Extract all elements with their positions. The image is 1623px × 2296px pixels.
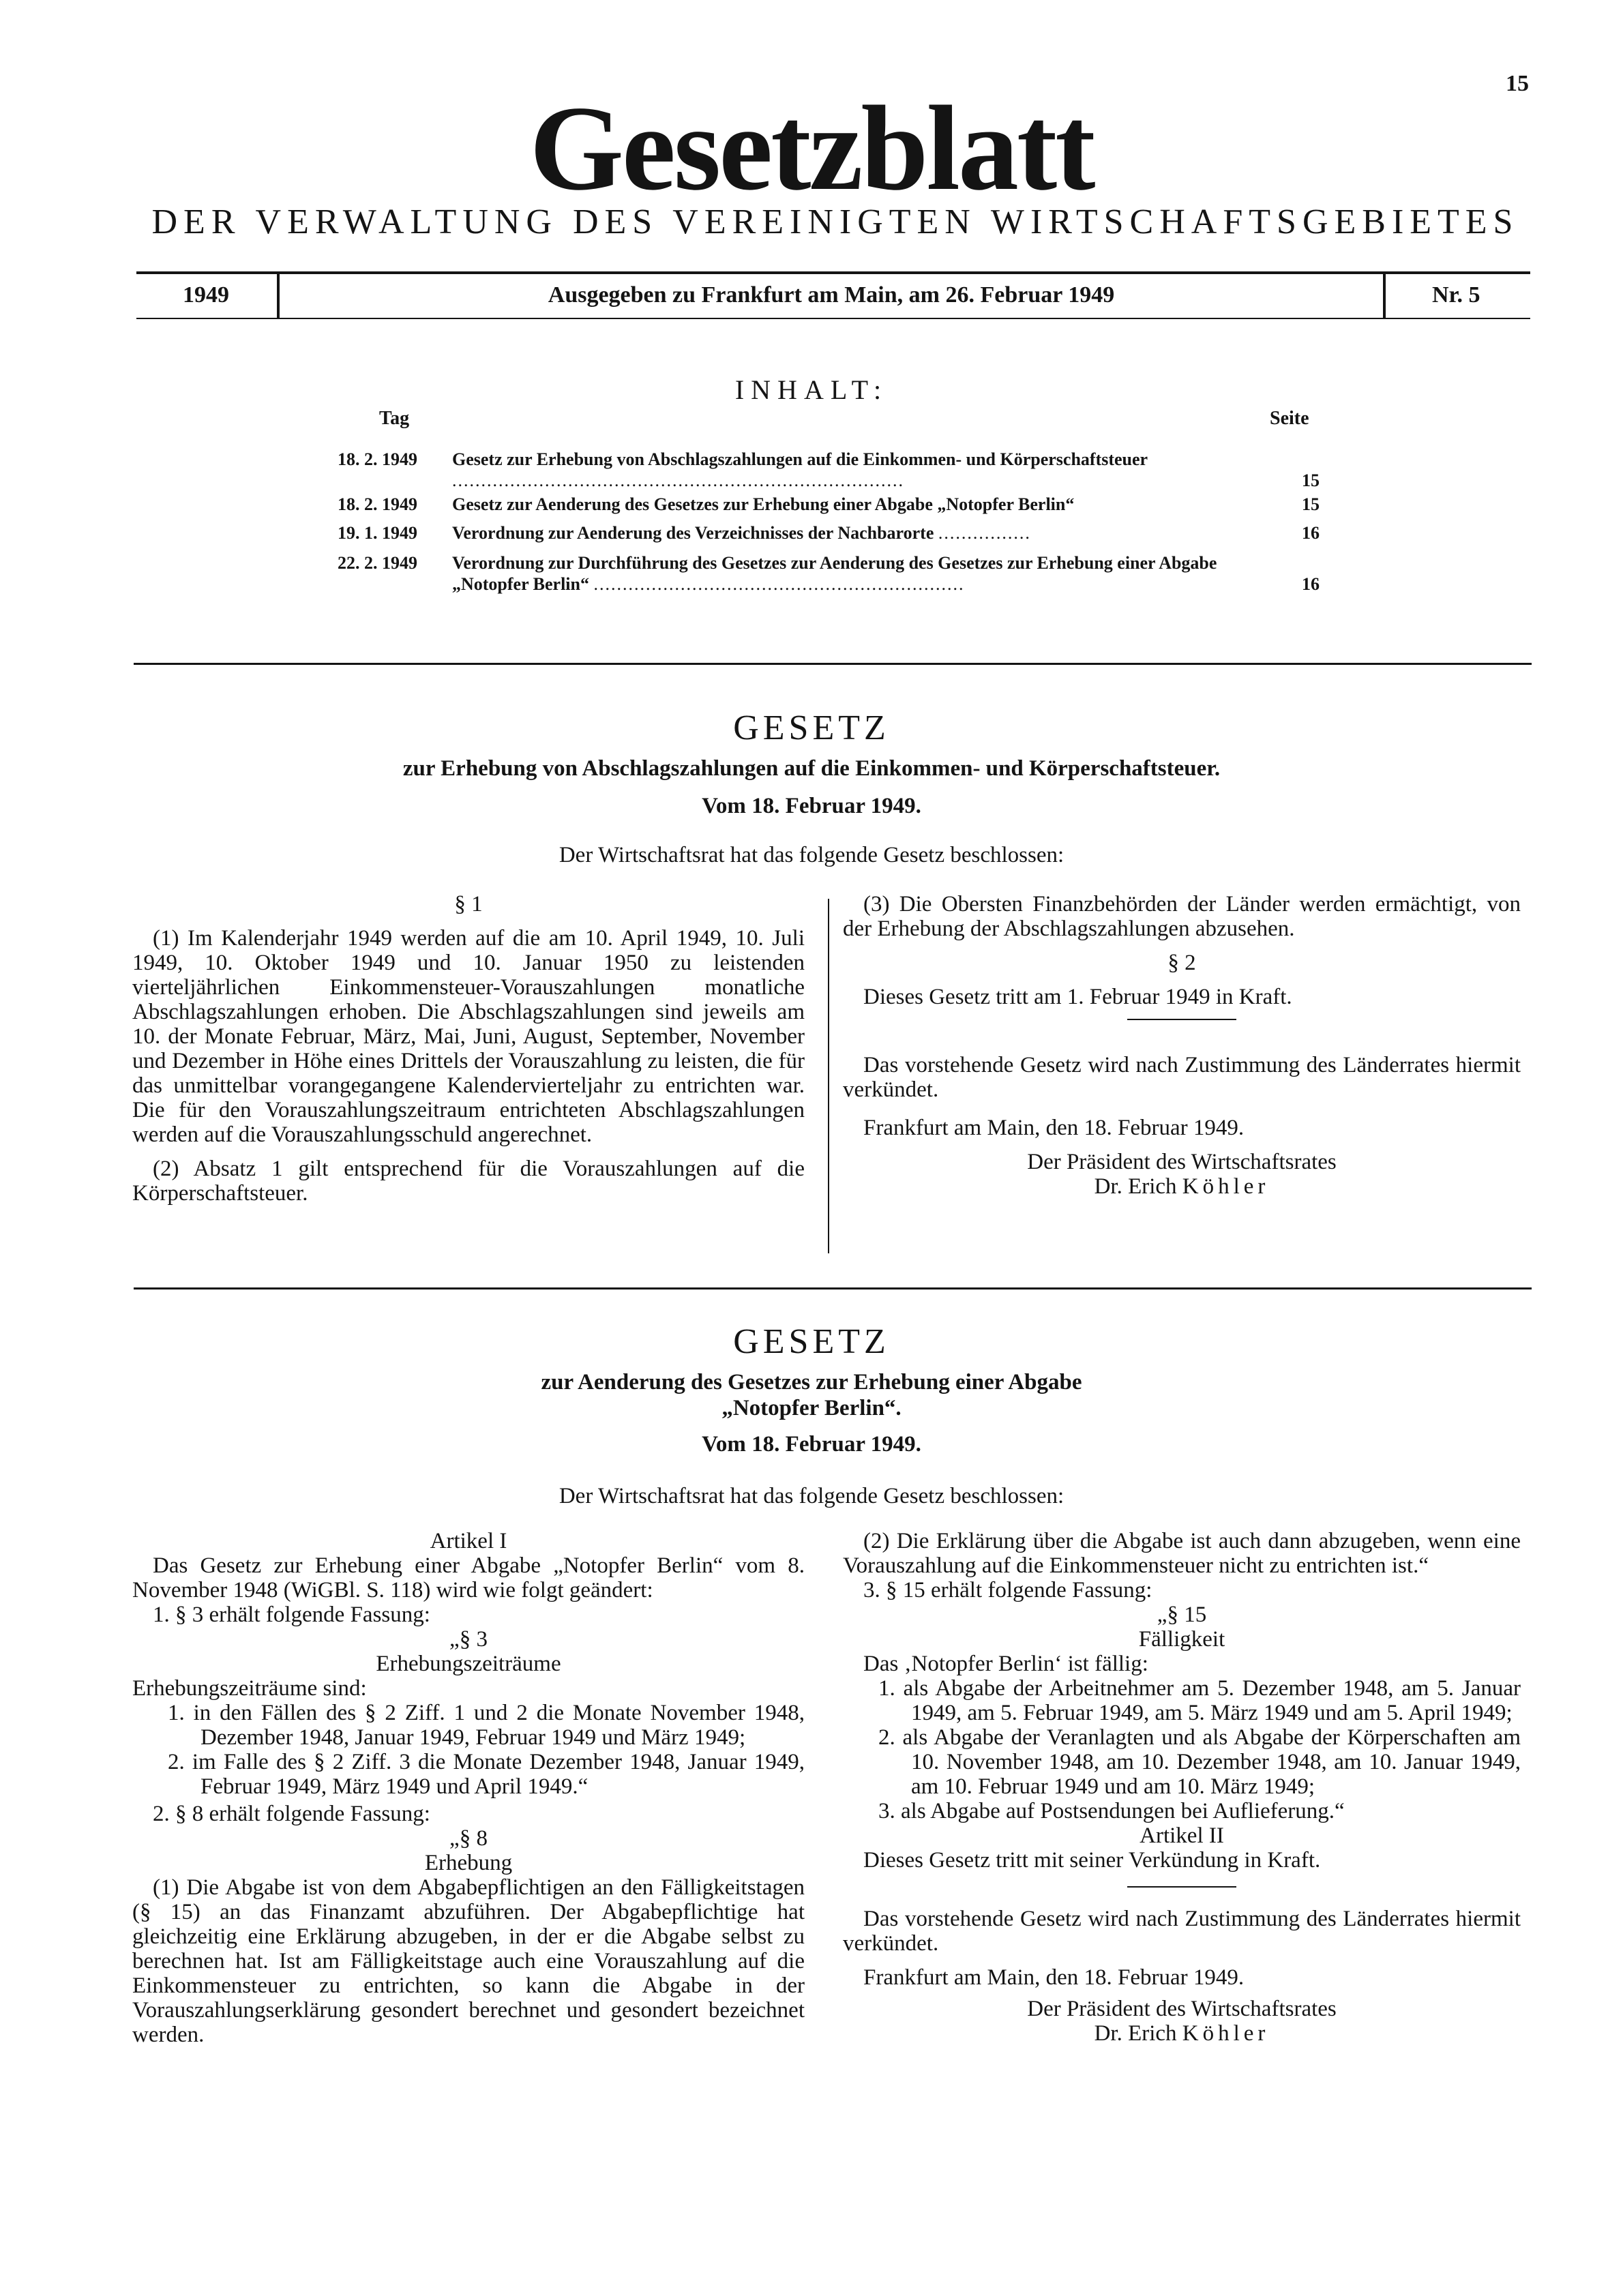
law1-subtitle: zur Erhebung von Abschlagszahlungen auf die Einkommen- und Körperschaftsteuer. <box>402 756 1221 781</box>
issue-year: 1949 <box>183 282 229 308</box>
toc-entry-page: 16 <box>1302 523 1320 543</box>
law2-date: Vom 18. Februar 1949. <box>702 1432 921 1457</box>
issue-number: Nr. 5 <box>1432 282 1480 308</box>
toc-entry-page: 15 <box>1302 494 1320 514</box>
law1-resolution: Der Wirtschaftsrat hat das folgende Gesetz beschlossen: <box>559 843 1064 867</box>
law1-signer-prefix: Dr. Erich <box>1094 1174 1177 1199</box>
masthead-subtitle: DER VERWALTUNG DES VEREINIGTEN WIRTSCHAFTSGEBIETES <box>151 203 1519 241</box>
law1-right-column <box>843 892 1521 1208</box>
law2-item3: 3. § 15 erhält folgende Fassung: <box>863 1578 1152 1602</box>
toc-entry <box>338 552 1320 595</box>
toc-entry-title: Gesetz zur Aenderung des Gesetzes zur Erhebung einer Abgabe „Notopfer Berlin“ <box>452 494 1075 514</box>
law1-heading: GESETZ <box>733 709 890 747</box>
law1-promulgation: Das vorstehende Gesetz wird nach Zustimmung des Länderrates hiermit verkündet. <box>843 1053 1521 1102</box>
law1-sec2-label: § 2 <box>1167 951 1196 975</box>
law2-signer-name: Köhler <box>1182 2021 1270 2046</box>
law2-signer <box>843 2021 1521 2046</box>
law1-left-column <box>132 892 805 1215</box>
law2-item1-intro: Erhebungszeiträume sind: <box>132 1676 367 1701</box>
law2-short-rule <box>1127 1886 1236 1888</box>
law2-left-column <box>132 1529 805 2047</box>
toc-entry-date: 22. 2. 1949 <box>338 553 417 573</box>
law2-item1: 1. § 3 erhält folgende Fassung: <box>153 1602 430 1627</box>
law2-art2-text: Dieses Gesetz tritt mit seiner Verkündung in Kraft. <box>863 1848 1321 1873</box>
law1-place-date: Frankfurt am Main, den 18. Februar 1949. <box>863 1116 1245 1140</box>
toc-col-day: Tag <box>379 408 410 429</box>
toc-entry <box>338 449 1320 491</box>
toc-entry-title: Verordnung zur Durchführung des Gesetzes zur Aenderung des Gesetzes zur Erhebung einer Abgabe „Notopfer Berlin“ ................................................................ <box>452 553 1217 594</box>
page-number: 15 <box>1506 71 1529 96</box>
issue-place-date: Ausgegeben zu Frankfurt am Main, am 26. Februar 1949 <box>548 282 1115 308</box>
section-rule <box>134 663 1532 665</box>
law1-signer <box>843 1174 1521 1199</box>
toc-heading: INHALT: <box>734 374 889 405</box>
law2-item2-head: Erhebung <box>424 1851 513 1875</box>
law2-item1-a: 1. in den Fällen des § 2 Ziff. 1 und 2 die Monate November 1948, Dezember 1948, Januar 1949, Februar 1949 und März 1949; <box>168 1701 805 1750</box>
law1-sec1-label: § 1 <box>454 892 483 916</box>
section-rule <box>134 1287 1532 1289</box>
masthead-title: Gesetzblatt <box>529 80 1094 215</box>
law2-item3-sec: „§ 15 <box>1157 1602 1207 1627</box>
law2-item1-b: 2. im Falle des § 2 Ziff. 3 die Monate Dezember 1948, Januar 1949, Februar 1949, März 1949 und April 1949.“ <box>168 1750 805 1799</box>
law2-item3-b: 2. als Abgabe der Veranlagten und als Abgabe der Körperschaften am 10. November 1948, am 10. Dezember 1948, am 10. Januar 1949, am 10. Februar 1949 und am 10. März 1949; <box>878 1725 1521 1799</box>
law2-item3-c: 3. als Abgabe auf Postsendungen bei Auflieferung.“ <box>878 1799 1345 1823</box>
law2-heading: GESETZ <box>733 1322 890 1361</box>
law2-item1-head: Erhebungszeiträume <box>376 1652 561 1676</box>
law2-signer-prefix: Dr. Erich <box>1094 2021 1177 2046</box>
law1-sec1-p1: (1) Im Kalenderjahr 1949 werden auf die am 10. April 1949, 10. Juli 1949, 10. Oktober 1949 und 10. Januar 1950 zu leistenden vierteljährlichen Einkommensteuer-Vorauszahlungen monatliche Abschlagszahlungen erhoben. Die Abschlagszahlungen sind jeweils am 10. der Monate Februar, März, Mai, Juni, August, September, November und Dezember in Höhe eines Drittels der Vorauszahlung zu leisten, die für das unmittelbar vorangegangene Kalendervierteljahr zu entrichten war. Die für den Vorauszahlungszeitraum entrichteten Abschlagszahlungen werden auf die Vorauszahlungsschuld angerechnet. <box>132 926 805 1147</box>
toc-entry <box>338 522 1320 543</box>
law1-sec1-p3: (3) Die Obersten Finanzbehörden der Länder werden ermächtigt, von der Erhebung der Abschlagszahlungen abzusehen. <box>843 892 1521 941</box>
law1-sec2-text: Dieses Gesetz tritt am 1. Februar 1949 in Kraft. <box>863 985 1292 1009</box>
law2-art1-label: Artikel I <box>430 1529 507 1553</box>
law2-item3-a: 1. als Abgabe der Arbeitnehmer am 5. Dezember 1948, am 5. Januar 1949, am 5. Februar 1949, am 5. März 1949 und am 5. April 1949; <box>878 1676 1521 1725</box>
law1-short-rule <box>1127 1019 1236 1020</box>
toc-entry-title: Gesetz zur Erhebung von Abschlagszahlungen auf die Einkommen- und Körperschaftsteuer .............................................................................. <box>452 449 1148 490</box>
law2-item2-p2: (2) Die Erklärung über die Abgabe ist auch dann abzugeben, wenn eine Vorauszahlung auf die Einkommensteuer nicht zu entrichten ist.“ <box>843 1529 1521 1578</box>
law2-item1-sec: „§ 3 <box>449 1627 488 1652</box>
law2-item2-sec: „§ 8 <box>449 1826 488 1851</box>
toc-entry-date: 18. 2. 1949 <box>338 494 417 514</box>
law1-date: Vom 18. Februar 1949. <box>702 794 921 818</box>
issue-bar-bottom-rule <box>136 318 1530 319</box>
issue-bar-divider-right <box>1383 274 1386 318</box>
law2-item3-head: Fälligkeit <box>1138 1627 1225 1652</box>
law2-subtitle-line1: zur Aenderung des Gesetzes zur Erhebung einer Abgabe <box>541 1370 1082 1395</box>
law1-sec1-p2: (2) Absatz 1 gilt entsprechend für die Vorauszahlungen auf die Körperschaftsteuer. <box>132 1157 805 1206</box>
law2-promulgation: Das vorstehende Gesetz wird nach Zustimmung des Länderrates hiermit verkündet. <box>843 1907 1521 1956</box>
toc-entry-title: Verordnung zur Aenderung des Verzeichnisses der Nachbarorte ................ <box>452 523 1031 543</box>
toc-entry-page: 16 <box>1302 574 1320 594</box>
law2-item3-intro: Das ‚Notopfer Berlin‘ ist fällig: <box>863 1652 1148 1676</box>
law2-place-date: Frankfurt am Main, den 18. Februar 1949. <box>863 1965 1245 1990</box>
law1-signer-name: Köhler <box>1182 1174 1270 1199</box>
toc-col-page: Seite <box>1270 408 1309 429</box>
toc-entry-page: 15 <box>1302 471 1320 490</box>
law2-art2-label: Artikel II <box>1140 1823 1224 1848</box>
law2-item2: 2. § 8 erhält folgende Fassung: <box>153 1802 430 1826</box>
law2-item2-p1: (1) Die Abgabe ist von dem Abgabepflichtigen an den Fälligkeitstagen (§ 15) an das Finanzamt abzuführen. Der Abgabepflichtige hat gleichzeitig eine Erklärung abzugeben, in der er die Abgabe selbst zu berechnen hat. Ist am Fälligkeitstage auch eine Vorauszahlung auf die Einkommensteuer zu entrichten, so kann die Abgabe in der Vorauszahlungserklärung gesondert berechnet und gesondert bezeichnet werden. <box>132 1875 805 2047</box>
toc-entry-date: 19. 1. 1949 <box>338 523 417 543</box>
law2-art1-intro: Das Gesetz zur Erhebung einer Abgabe „Notopfer Berlin“ vom 8. November 1948 (WiGBl. S. 118) wird wie folgt geändert: <box>132 1553 805 1602</box>
toc-entry-date: 18. 2. 1949 <box>338 449 417 469</box>
law2-right-column <box>843 1529 1521 2046</box>
law2-signer-title: Der Präsident des Wirtschaftsrates <box>1027 1997 1337 2021</box>
toc-entry <box>338 494 1320 515</box>
issue-bar-top-rule <box>136 271 1530 274</box>
law2-subtitle-line2: „Notopfer Berlin“. <box>721 1396 902 1420</box>
law2-resolution: Der Wirtschaftsrat hat das folgende Gesetz beschlossen: <box>559 1484 1064 1508</box>
law1-signer-title: Der Präsident des Wirtschaftsrates <box>1027 1150 1337 1174</box>
law1-column-divider <box>828 899 829 1253</box>
